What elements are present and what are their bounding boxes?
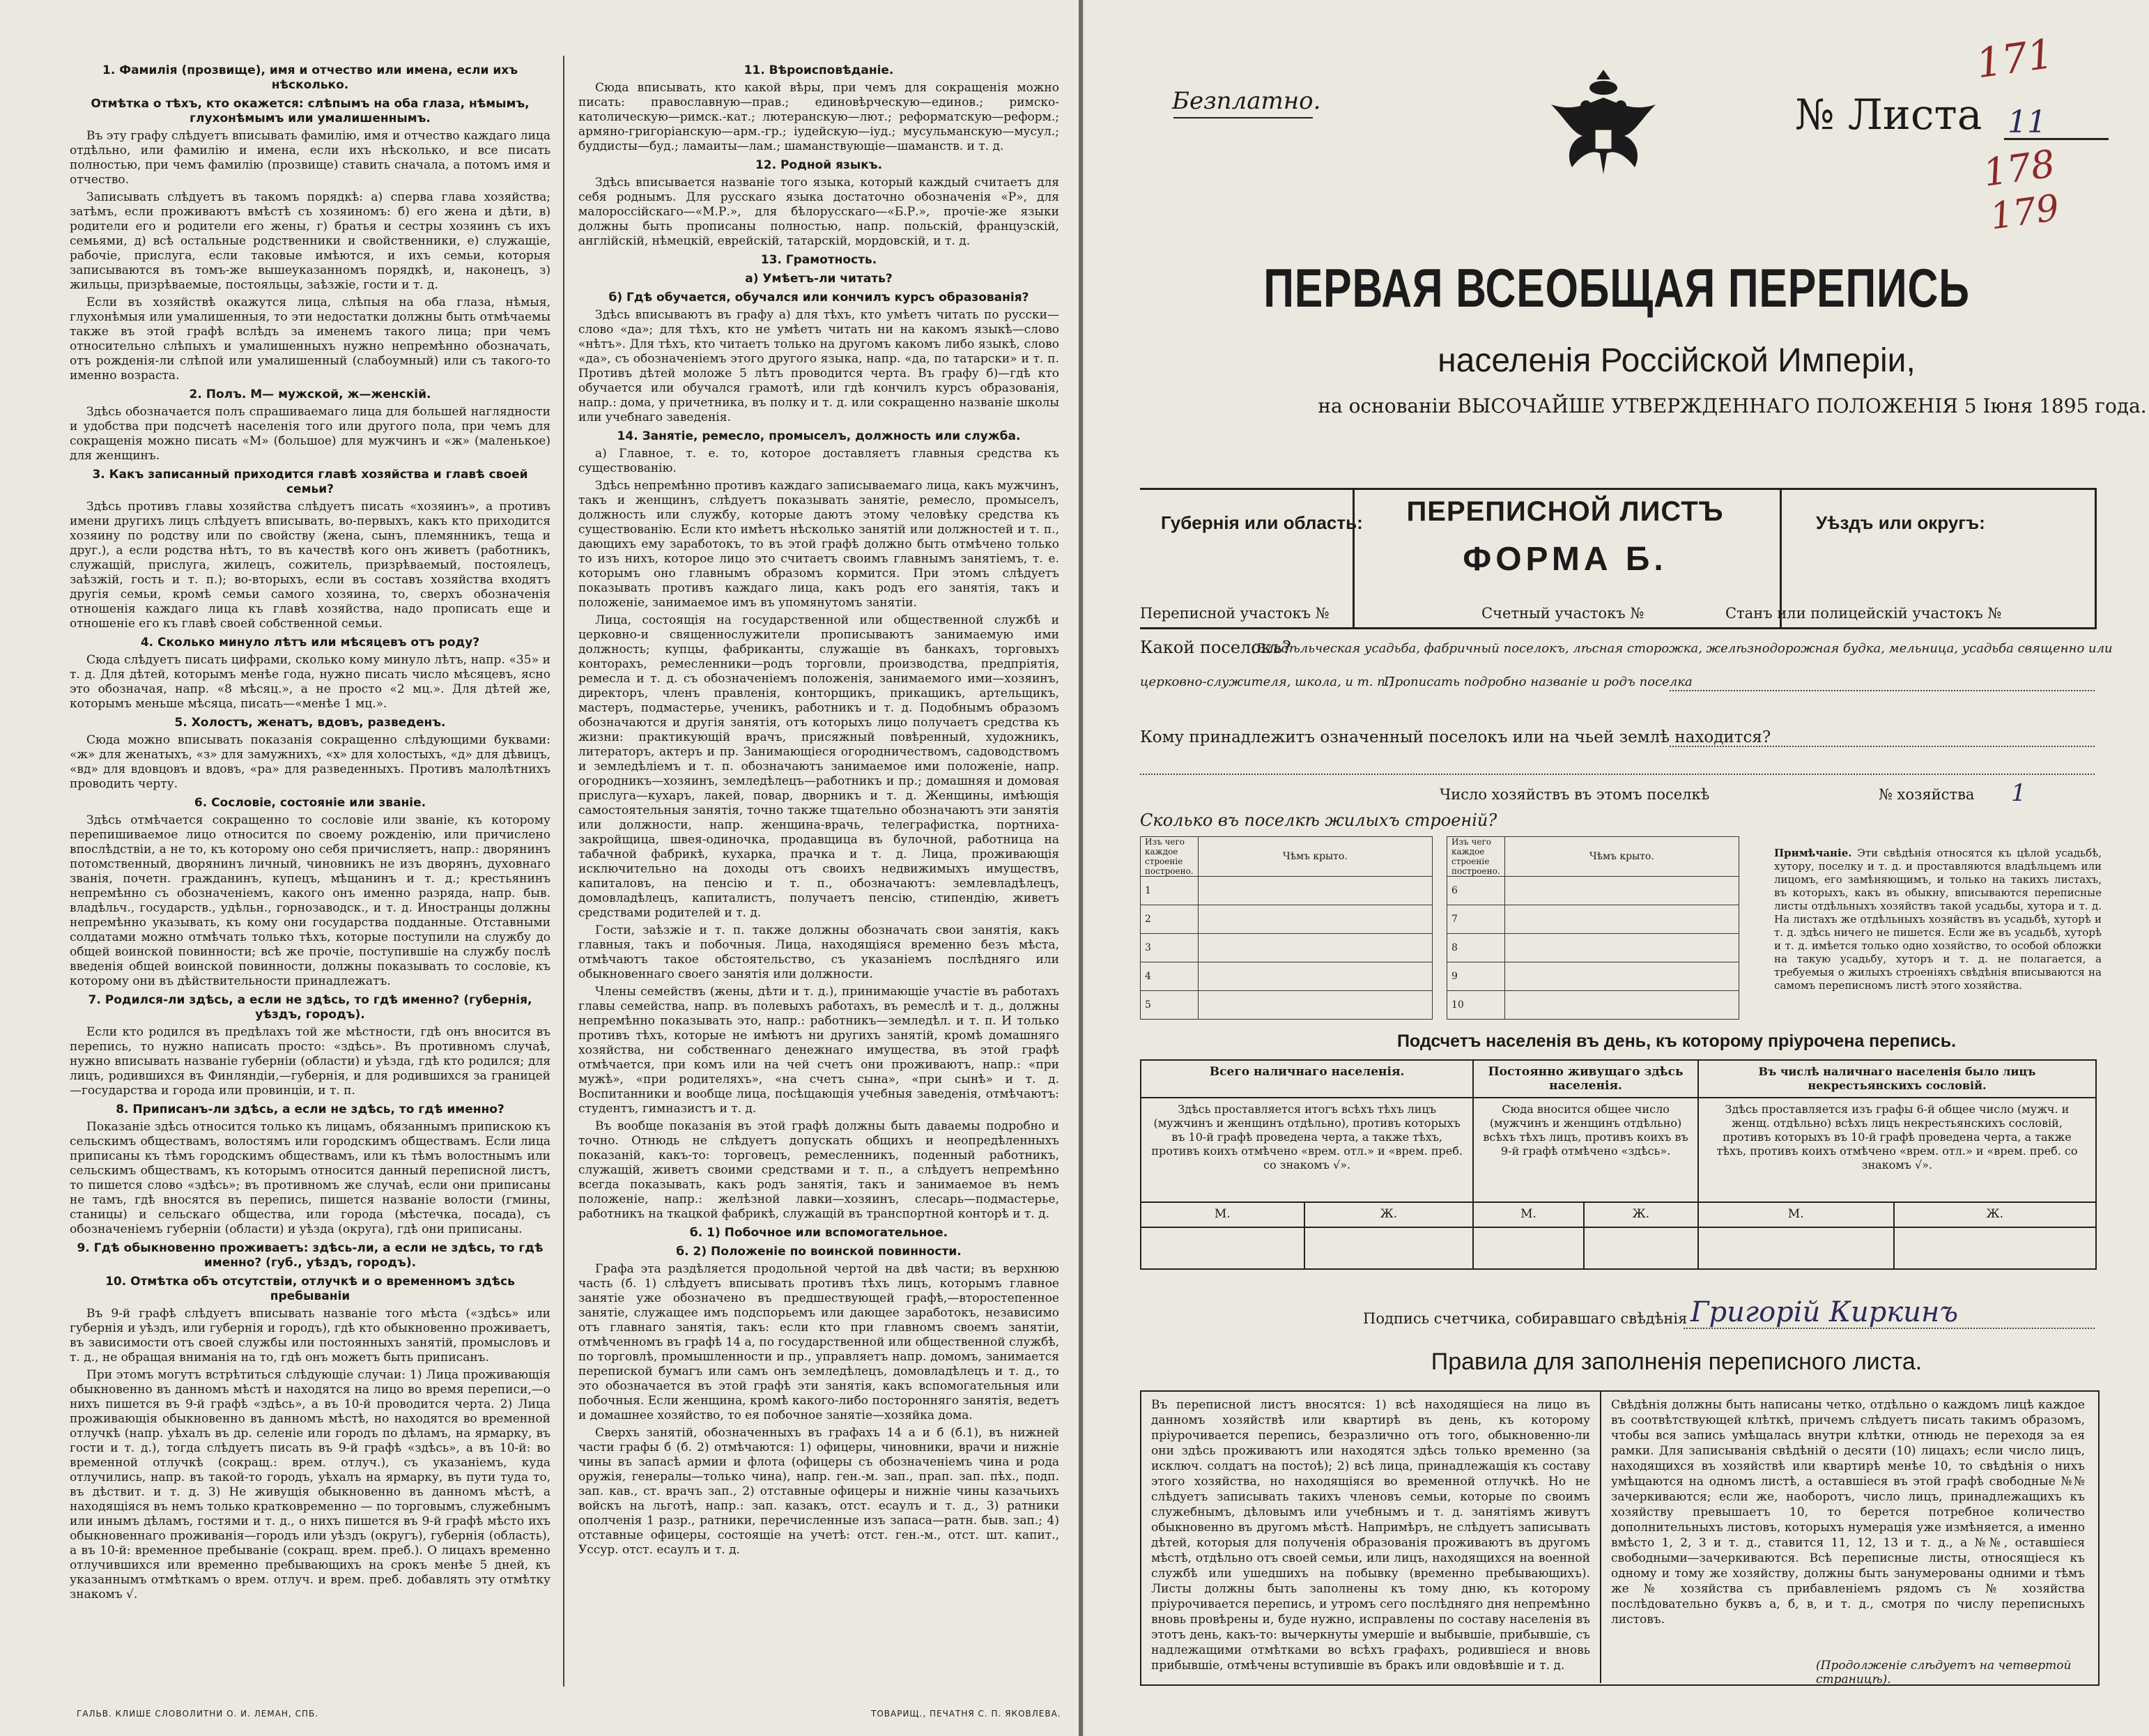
signature-label: Подпись счетчика, собиравшаго свѣдѣнія bbox=[1363, 1310, 1688, 1327]
section-paragraph: Въ вообще показанія въ этой графѣ должны быть даваемы подробно и точно. Отнюдь не слѣдуетъ допускать общихъ и неопредѣленныхъ показаній, какъ-то: торговецъ, ремесленникъ, поденный работникъ, служащій, живетъ своими средствами и т. п., а слѣдуетъ непремѣнно всегда показывать, какъ родъ занятія, такъ и занимаемое въ немъ положеніе, напр.: желѣзной лавки—хозяинъ, слесарь—подмастерье, работникъ на ткацкой фабрикѣ, служащій въ транспортной конторѣ и т. д. bbox=[578, 1119, 1059, 1221]
free-underline bbox=[1173, 117, 1313, 118]
count-heading: Подсчетъ населенія въ день, къ которому пріурочена перепись. bbox=[1396, 1031, 1957, 1051]
archive-number-2: 178 bbox=[1980, 141, 2058, 195]
printer-credit-left: ГАЛЬВ. КЛИШЕ СЛОВОЛИТНИ О. И. ЛЕМАН, СПБ. bbox=[77, 1709, 319, 1719]
bld-row: 1 bbox=[1141, 877, 1199, 905]
section-paragraph: Здѣсь непремѣнно противъ каждаго записываемаго лица, какъ мужчинъ, такъ и женщинъ, слѣдуетъ показывать занятіе, ремесло, промыселъ, должность или службу, которые даютъ этому человѣку средства къ существованію. Если кто имѣетъ нѣсколько занятій или должностей и т. п., дающихъ ему заработокъ, то въ этой графѣ должно быть отмѣчено только то изъ нихъ, которое лицо это считаетъ своимъ главнымъ занятіемъ, т. е. которымъ оно главнымъ образомъ кормится. При этомъ слѣдуетъ показывать противъ каждаго лица, какъ родъ его занятія, такъ и положеніе, занимаемое имъ въ упомянутомъ занятіи. bbox=[578, 479, 1059, 610]
cnt-text-permanent: Сюда вносится общее число (мужчинъ и женщинъ отдѣльно) всѣхъ тѣхъ лицъ, противъ коихъ въ 9-й графѣ отмѣчено «здѣсь». bbox=[1473, 1098, 1698, 1202]
double-headed-eagle-emblem bbox=[1544, 63, 1663, 188]
rules-title: Правила для заполненія переписного листа. bbox=[1431, 1349, 1923, 1375]
cnt-m: М. bbox=[1698, 1202, 1894, 1227]
form-name: ФОРМА Б. bbox=[1463, 541, 1667, 578]
section-paragraph: Въ эту графу слѣдуетъ вписывать фамилію, имя и отчество каждаго лица отдѣльно, или фамилію и имена, если ихъ нѣсколько, и все писать полностью, при чемъ фамилію (прозвище) ставить сначала, а потомъ имя и отчество. bbox=[70, 129, 550, 187]
bld-row: 5 bbox=[1141, 991, 1199, 1020]
section-paragraph: Здѣсь вписываютъ въ графу а) для тѣхъ, кто умѣетъ читать по русски—слово «да»; для тѣхъ, кто не умѣетъ читать ни на какомъ языкѣ—слово «нѣтъ». Для тѣхъ, кто читаетъ только на другомъ какомъ либо языкѣ, слово «да», съ обозначеніемъ этого другого языка, напр. «да, по татарски» и т. п. Противъ дѣтей моложе 5 лѣтъ проводится черта. Въ графу б)—гдѣ кто обучается или обучался грамотѣ, или гдѣ кончилъ курсъ образованія, напр.: дома, у причетника, въ полку и т. д. или сокращенно названіе школы или учебнаго заведенія. bbox=[578, 308, 1059, 424]
cnt-zh: Ж. bbox=[1894, 1202, 2097, 1227]
archive-number-1: 171 bbox=[1973, 29, 2056, 88]
population-count-table bbox=[1140, 1059, 2097, 1270]
bld-row: 9 bbox=[1447, 962, 1505, 991]
section-heading: б. 1) Побочное или вспомогательное. bbox=[689, 1226, 948, 1240]
cnt-head-total: Всего наличнаго населенія. bbox=[1141, 1060, 1473, 1098]
section-heading: 1. Фамилія (прозвище), имя и отчество или имена, если ихъ нѣсколько. bbox=[102, 63, 518, 92]
section-heading: 10. Отмѣтка объ отсутствіи, отлучкѣ и о временномъ здѣсь пребываніи bbox=[105, 1275, 515, 1303]
settlement-question: Какой поселокъ? bbox=[1140, 638, 1291, 657]
section-heading: 11. Вѣроисповѣданіе. bbox=[744, 63, 894, 77]
archive-number-3: 179 bbox=[1987, 187, 2062, 238]
bld-row: 2 bbox=[1141, 905, 1199, 934]
cnt-head-permanent: Постоянно живущаго здѣсь населенія. bbox=[1473, 1060, 1698, 1098]
owner-question: Кому принадлежитъ означенный поселокъ или на чьей землѣ находится? bbox=[1140, 728, 1771, 746]
counting-district-label: Счетный участокъ № bbox=[1481, 605, 1645, 622]
sheet-number-label: № Листа bbox=[1795, 91, 1982, 139]
section-heading: 2. Полъ. М— мужской, ж—женскій. bbox=[189, 387, 431, 401]
section-heading: 3. Какъ записанный приходится главѣ хозяйства и главѣ своей семьи? bbox=[92, 468, 528, 496]
buildings-question: Сколько въ поселкѣ жилыхъ строеній? bbox=[1140, 811, 1497, 830]
section-paragraph: Въ 9-й графѣ слѣдуетъ вписывать названіе того мѣста («здѣсь» или губернія и уѣздъ, или губернія и городъ), гдѣ кто обыкновенно проживаетъ, въ зависимости отъ своей службы или постоянныхъ занятій, промысловъ и т. д., не обращая вниманія на то, гдѣ онъ можетъ быть приписанъ. bbox=[70, 1307, 550, 1365]
settlement-line bbox=[1670, 690, 2095, 691]
section-heading: 8. Приписанъ-ли здѣсь, а если не здѣсь, то гдѣ именно? bbox=[116, 1103, 504, 1116]
bld-row: 3 bbox=[1141, 934, 1199, 962]
section-paragraph: Гости, заѣзжіе и т. п. также должны обозначать свои занятія, какъ главныя, такъ и побочныя. Лица, находящіяся временно безъ мѣста, отмѣчаютъ такое обстоятельство, съ указаніемъ послѣдняго или обыкновеннаго своего занятія или должности. bbox=[578, 923, 1059, 981]
column-divider bbox=[563, 56, 564, 1687]
section-paragraph: Если кто родился въ предѣлахъ той же мѣстности, гдѣ онъ вносится въ перепись, то нужно написать просто: «здѣсь». Въ противномъ случаѣ, нужно вписывать названіе губерніи (области) и уѣзда, гдѣ кто родился; для лицъ, родившихся въ Финляндіи,—губернія, и для родившихся за границей—государства и города или провинціи, и т. п. bbox=[70, 1025, 550, 1098]
section-paragraph: Здѣсь отмѣчается сокращенно то сословіе или званіе, къ которому перепишиваемое лицо относится по своему рожденію, или причислено впослѣдствіи, а не то, къ которому оно себя причисляетъ, напр.: дворянинъ потомственный, дворянинъ личный, чиновникъ не изъ дворянъ, духовнаго званія, почетн. гражданинъ, купецъ, мѣщанинъ и т. д.; крестьянинъ непремѣнно съ обозначеніемъ, какого онъ именно разряда, напр. быв. владѣльч., государств., удѣльн., горнозаводск., и т. д. Иностранцы должны непремѣнно указывать, къ кому они государства подданные. Отставными солдатами можно отмѣчать только тѣхъ, которые поступили на службу до общей воинской повинности; всѣ же прочіе, поступившіе на службу послѣ введенія общей воинской повинности, должны показывать то сословіе, къ которому они въ дѣйствительности принадлежатъ. bbox=[70, 813, 550, 988]
printer-credit-right: ТОВАРИЩ., ПЕЧАТНЯ С. П. ЯКОВЛЕВА. bbox=[871, 1709, 1061, 1719]
households-question: Число хозяйствъ въ этомъ поселкѣ bbox=[1440, 786, 1710, 803]
cnt-text-nonpeasant: Здѣсь проставляется изъ графы 6-й общее число (мужч. и женщ. отдѣльно) всѣхъ лицъ некрестьянскихъ сословій, противъ которыхъ въ 10-й графѣ проведена черта, а также тѣхъ, противъ коихъ отмѣчено «врем. отл.» и «врем. преб. со знакомъ √». bbox=[1698, 1098, 2096, 1202]
section-paragraph: Сверхъ занятій, обозначенныхъ въ графахъ 14 а и б (б.1), въ нижней части графы б (б. 2) отмѣчаются: 1) офицеры, чиновники, врачи и нижніе чины въ запасѣ армии и флота (офицеры съ обозначеніемъ чина и рода оружія, генералы—только чина), напр. ген.-м. зап., прап. зап. пѣх., подп. зап. кав., ст. врачъ зап., 2) отставные офицеры и нижніе чины казачьихъ войскъ на льготѣ, напр.: зап. казакъ, отст. есаулъ и т. д., 3) ратники ополченія 1 разр., ратники, перечисленные изъ запаса—ратн. быв. зап.; 4) отставные офицеры, состоящіе на учетѣ: отст. ген.-м., отст. шт. капит., Уссур. отст. есаулъ и т. д. bbox=[578, 1426, 1059, 1557]
section-paragraph: Сюда можно вписывать показанія сокращенно слѣдующими буквами: «ж» для женатыхъ, «з» для замужнихъ, «х» для холостыхъ, «д» для дѣвицъ, «вд» для вдовцовъ и вдовъ, «ра» для разведенныхъ. Противъ малолѣтнихъ проводить черту. bbox=[70, 733, 550, 791]
household-number-label: № хозяйства bbox=[1879, 786, 1975, 803]
note-title: Примѣчаніе. bbox=[1774, 847, 1852, 859]
section-paragraph: Сюда вписывать, кто какой вѣры, при чемъ для сокращенія можно писать: православную—прав.; единовѣрческую—единов.; римско-католическую—римск.-кат.; лютеранскую—лют.; реформатскую—реформ.; армяно-григоріанскую—арм.-гр.; іудейскую—іуд.; мусульманскую—мусул.; буддисты—буд.; ламаиты—лам.; шаманствующіе—шаманств. и т. д. bbox=[578, 81, 1059, 153]
section-paragraph: Здѣсь противъ главы хозяйства слѣдуетъ писать «хозяинъ», а противъ имени другихъ лицъ слѣдуетъ вписывать, во-первыхъ, какъ кто приходится хозяину по родству или по свойству (жена, сынъ, племянникъ, теща и друг.), а если родства нѣтъ, то въ качествѣ кого онъ живетъ (работникъ, служащій, прислуга, жилецъ, сожитель, призрѣваемый, постоялецъ, заѣзжій, гость и т. п.); во-вторыхъ, если въ составъ хозяйства входятъ другія семьи, кромѣ семьи самого хозяина, то, сверхъ обозначенія отношенія каждаго лица къ главѣ хозяйства, надо прописать еще и отношеніе его къ главѣ своей собственной семьи. bbox=[70, 500, 550, 631]
settlement-hint-2: церковно-служителя, школа, и т. п.) bbox=[1140, 675, 1394, 689]
buildings-table-right bbox=[1447, 836, 1739, 1020]
section-heading: Отмѣтка о тѣхъ, кто окажется: слѣпымъ на оба глаза, нѣмымъ, глухонѣмымъ или умалишеннымъ. bbox=[91, 97, 530, 125]
section-paragraph: Показаніе здѣсь относится только къ лицамъ, обязаннымъ припискою къ сельскимъ обществамъ, волостямъ или городскимъ обществамъ. Если лица приписаны къ тѣмъ городскимъ обществамъ, или къ тѣмъ волостнымъ или сельскимъ обществамъ, къ которымъ относится данный переписной листъ, то пишется слово «здѣсь»; въ противномъ же случаѣ, если они приписаны не тамъ, гдѣ вносятся въ перепись, пишется названіе волости (гмины, станицы) и сельскаго общества, или города (мѣстечка, посада), съ обозначеніемъ губерніи (области) и уѣзда (округа), гдѣ они приписаны. bbox=[70, 1120, 550, 1236]
section-heading: 4. Сколько минуло лѣтъ или мѣсяцевъ отъ роду? bbox=[140, 636, 480, 650]
stan-label: Станъ или полицейскій участокъ № bbox=[1725, 605, 2002, 622]
bld-row: 7 bbox=[1447, 905, 1505, 934]
cnt-zh: Ж. bbox=[1304, 1202, 1474, 1227]
buildings-note bbox=[1774, 847, 2102, 992]
sheet-number-value: 11 bbox=[2008, 105, 2047, 140]
instructions-column-1 bbox=[70, 59, 550, 1690]
rules-divider bbox=[1600, 1390, 1601, 1683]
owner-line-2 bbox=[1140, 774, 2095, 775]
cnt-m: М. bbox=[1141, 1202, 1304, 1227]
cnt-m: М. bbox=[1473, 1202, 1584, 1227]
sheet-number-underline bbox=[2004, 138, 2109, 140]
uezd-label: Уѣздъ или округъ: bbox=[1816, 512, 1985, 533]
section-heading: 12. Родной языкъ. bbox=[755, 158, 883, 172]
bld-row: 10 bbox=[1447, 991, 1505, 1020]
form-subtitle: населенія Россійской Имперіи, bbox=[1438, 342, 1916, 379]
bld-col-material: Изъ чего каждое строеніе построено. bbox=[1447, 837, 1505, 877]
enumerator-signature: Григорій Киркинъ bbox=[1690, 1296, 1959, 1328]
signature-line bbox=[1684, 1328, 2095, 1329]
bld-row: 8 bbox=[1447, 934, 1505, 962]
section-paragraph: Здѣсь обозначается полъ спрашиваемаго лица для большей наглядности и удобства при подсчетѣ населенія того или другого пола, при чемъ для сокращенія можно писать «М» (большое) для мужчинъ и «ж» (маленькое) для женщинъ. bbox=[70, 405, 550, 463]
section-paragraph: Лица, состоящія на государственной или общественной службѣ и церковно-и священнослужители прописываютъ занимаемую ими должность; купцы, фабриканты, служащіе въ банкахъ, торговыхъ конторахъ, ремесленники—родъ торговли, производства, предпріятія, ремесла и т. д. съ обозначеніемъ положенія, занимаемого ими—хозяинъ, директоръ, членъ правленія, конторщикъ, прикащикъ, артельщикъ, мастеръ, подмастерье, ученикъ, работникъ и т. д. Подобнымъ образомъ обозначаются и другія занятія, отъ которыхъ лицо получаетъ средства къ жизни: практикующій врачъ, присяжный повѣренный, художникъ, литераторъ, актеръ и пр. Занимающіеся огородничествомъ, садоводствомъ и земледѣліемъ и т. п. обозначаютъ занимаемое ими положеніе, напр. огородникъ—хозяинъ, земледѣлецъ—работникъ и пр.; домашняя и домовая прислуга—кухаръ, лакей, повар, дворникъ и т. д. Женщины, имѣющія самостоятельныя занятія, точно также тщательно обозначаютъ эти занятія или должности, напр. женщина-врачь, телеграфистка, портниха-закройщица, швея-одиночка, продавщица въ булочной, работница на табачной фабрикѣ, кухарка, прачка и т. д. Лица, проживающія исключительно на доходы отъ своихъ недвижимыхъ имуществъ, капиталовъ, на пенсію и т. п., обозначаютъ: землевладѣлецъ, домовладѣлецъ, капиталистъ, получаетъ пенсію, стипендію, живетъ средствами родителей и т. д. bbox=[578, 613, 1059, 920]
household-number-value: 1 bbox=[2011, 779, 2026, 807]
rules-left-text: Въ переписной листъ вносятся: 1) всѣ находящіеся на лицо въ данномъ хозяйствѣ или квартирѣ въ день, къ которому пріурочивается перепись, безразлично отъ того, обыкновенно-ли они здѣсь проживаютъ или находятся здѣсь только временно (за исключ. солдатъ на постоѣ); 2) всѣ лица, принадлежащія къ составу этого хозяйства, но находящіяся во временной отлучкѣ. Но не слѣдуетъ записывать такихъ членовъ семьи, которые по своимъ служебнымъ, дѣловымъ или учебнымъ и т. д. занятіямъ живутъ обыкновенно въ другомъ мѣстѣ. Напримѣръ, не слѣдуетъ записывать дѣтей, которыя для полученія образованія проживаютъ въ другомъ мѣстѣ, отдѣльно отъ своей семьи, или лицъ, находящихся на военной службѣ или ушедшихъ на побывку (временно пребывающихъ). Листы должны быть заполнены къ тому дню, къ которому пріурочивается перепись, и утромъ сего послѣдняго дня непремѣнно вновь провѣрены и, буде нужно, исправлены по составу населенія въ этотъ день, какъ-то: вычеркнуты умершіе и выбывшіе, прибывшіе, съ надлежащими отмѣтками во всѣхъ графахъ, родившіеся и вновь прибывшіе, отмѣчены вступившіе въ бракъ или овдовѣвшіе и т. д. bbox=[1151, 1398, 1590, 1673]
free-label: Безплатно. bbox=[1172, 87, 1321, 115]
section-heading: 5. Холостъ, женатъ, вдовъ, разведенъ. bbox=[174, 716, 446, 730]
buildings-table-left bbox=[1140, 836, 1433, 1020]
section-paragraph: Записывать слѣдуетъ въ такомъ порядкѣ: а) сперва глава хозяйства; затѣмъ, если проживаютъ вмѣстѣ съ хозяиномъ: б) его жена и дѣти, в) родители его и родители его жены, г) братья и сестры хозяинъ съ ихъ семьями, д) всѣ остальные родственники и свойственники, е) служащіе, рабочіе, прислуга, если таковые имѣются, и ихъ семьи, которыя записываются въ томъ-же вышеуказанномъ порядкѣ, и, наконецъ, з) жильцы, призрѣваемые, постояльцы, заѣзжіе, гости и т. д. bbox=[70, 190, 550, 292]
census-form-page bbox=[1084, 0, 2149, 1736]
section-heading: 7. Родился-ли здѣсь, а если не здѣсь, то гдѣ именно? (губернія, уѣздъ, городъ). bbox=[88, 993, 532, 1022]
section-paragraph: При этомъ могутъ встрѣтиться слѣдующіе случаи: 1) Лица проживающія обыкновенно въ данномъ мѣстѣ и находятся на лицо во время переписи,—о нихъ пишется въ 9-й графѣ «здѣсь», а въ 10-й проводится черта. 2) Лица проживающія обыкновенно въ данномъ мѣстѣ, но находятся во временной отлучкѣ (напр. уѣхалъ въ др. селеніе или городъ по дѣламъ, на ярмарку, въ гости и т. д.), тогда слѣдуетъ писать въ 9-й графѣ «здѣсь», а въ 10-й: во временной отлучкѣ (сокращ.: врем. отлуч.), съ указаніемъ, куда отлучились, напр. въ такой-то городъ, уѣхалъ на ярмарку, въ пути туда то, въ дѣствит. и т. д. 3) Не живущія обыкновенно въ данномъ мѣстѣ, а находящіяся въ немъ только кратковременно — по торговымъ, служебнымъ или инымъ дѣламъ, гостями и т. д., о нихъ пишется въ 9-й графѣ мѣсто ихъ обыкновеннаго проживанія—городъ или уѣздъ (округъ), губернія (область), а въ 10-й: временное пребываніе (сокращ. врем. преб.). О лицахъ временно отлучившихся или временно пребывающихъ на срокъ менѣе 5 дней, къ указаннымъ отмѣткамъ о врем. отлуч. и врем. преб. добавлять эту отмѣтку знакомъ √. bbox=[70, 1368, 550, 1601]
gubernia-label: Губернія или область: bbox=[1161, 512, 1363, 533]
bld-row: 4 bbox=[1141, 962, 1199, 991]
settlement-hint-1: (Владѣльческая усадьба, фабричный поселокъ, лѣсная сторожка, желѣзнодорожная будка, мельница, усадьба священно или bbox=[1251, 641, 2113, 656]
section-paragraph: Здѣсь вписывается названіе того языка, который каждый считаетъ для себя роднымъ. Для русскаго языка достаточно обозначенія «Р», для малороссійскаго—«М.Р.», для бѣлорусскаго—«Б.Р.», прочіе-же языки должны быть прописаны полностью, напр. польскій, французскій, англійскій, нѣмецкій, еврейскій, татарскій, мордовскій, и т. д. bbox=[578, 176, 1059, 248]
cnt-head-nonpeasant: Въ числѣ наличнаго населенія было лицъ некрестьянскихъ сословій. bbox=[1698, 1060, 2096, 1098]
section-heading: 14. Занятіе, ремесло, промыселъ, должность или служба. bbox=[617, 429, 1021, 443]
continuation-note: (Продолженіе слѣдуетъ на четвертой страницѣ). bbox=[1816, 1659, 2072, 1687]
settlement-hint-3: Прописать подробно названіе и родъ поселка bbox=[1384, 675, 1693, 689]
section-heading: 13. Грамотность. bbox=[760, 253, 877, 267]
section-heading: б) Гдѣ обучается, обучался или кончилъ курсъ образованія? bbox=[608, 291, 1029, 305]
section-heading: 6. Сословіе, состояніе или званіе. bbox=[194, 796, 426, 810]
note-text: Эти свѣдѣнія относятся къ цѣлой усадьбѣ, хутору, поселку и т. д. и проставляются владѣльцемъ или лицомъ, его замѣняющимъ, и только на такихъ листахъ, въ которыхъ, какъ въ обыкну, вписываются переписные листы отдѣльныхъ хозяйствъ такой усадьбы, хутора и т. д. На листахъ же отдѣльныхъ хозяйствъ въ усадьбѣ, хуторѣ и т. д. здѣсь ничего не пишется. Если же въ усадьбѣ, хуторѣ и т. д. имѣется только одно хозяйство, то особой обложки на такую усадьбу, хуторъ и т. д. не полагается, а требуемыя о жилыхъ строеніяхъ свѣдѣнія вписываются на самомъ переписномъ листѣ этого хозяйства. bbox=[1774, 847, 2102, 992]
section-heading: 9. Гдѣ обыкновенно проживаетъ: здѣсь-ли, а если не здѣсь, то гдѣ именно? (губ., уѣздъ, городъ). bbox=[77, 1241, 544, 1270]
bld-col-roof: Чѣмъ крыто. bbox=[1504, 837, 1739, 877]
section-paragraph: Если въ хозяйствѣ окажутся лица, слѣпыя на оба глаза, нѣмыя, глухонѣмыя или умалишенныя, то эти недостатки должны быть отмѣчаемы также въ этой графѣ вслѣдъ за именемъ такого лица; при чемъ относительно слѣпыхъ и умалишенныхъ нужно непремѣнно обозначать, отъ рожденія-ли слѣпой или умалишенный (слабоумный) или съ такого-то именно возраста. bbox=[70, 295, 550, 383]
form-title: ПЕРВАЯ ВСЕОБЩАЯ ПЕРЕПИСЬ bbox=[1263, 257, 1970, 318]
rules-right-text: Свѣдѣнія должны быть написаны четко, отдѣльно о каждомъ лицѣ каждое въ соотвѣтствующей клѣткѣ, причемъ слѣдуетъ писать такимъ образомъ, чтобы вся запись умѣщалась внутри клѣтки, отнюдь не переходя за ея рамки. Для записыванія свѣдѣній о десяти (10) лицахъ; если число лицъ, находящихся въ хозяйствѣ или квартирѣ менѣе 10, то свѣдѣнія о нихъ умѣщаются на одномъ листѣ, а оставшіеся въ этой графѣ свободные №№ зачеркиваются; если же, наоборотъ, число лицъ, принадлежащихъ къ хозяйству превышаетъ 10, то берется потребное количество дополнительныхъ листовъ, которыхъ нумерація уже измѣняется, а именно вмѣсто 1, 2, 3 и т. д., ставится 11, 12, 13 и т. д., а №№, оставшіеся свободными—зачеркиваются. Всѣ переписные листы, относящіеся къ одному и тому же хозяйству, должны быть занумерованы одними и тѣмъ же № хозяйства съ прибавленіемъ рядомъ съ № хозяйства послѣдовательно буквъ а, б, в, и т. д., смотря по числу переписныхъ листовъ. bbox=[1611, 1398, 2085, 1627]
section-paragraph: Сюда слѣдуетъ писать цифрами, сколько кому минуло лѣтъ, напр. «35» и т. д. Для дѣтей, которымъ менѣе года, нужно писать число мѣсяцевъ, ясно это обозначая, напр. «8 мѣсяц.», а не просто «2 мц.». Для дѣтей же, которымъ меньше мѣсяца, писать—«менѣе 1 мц.». bbox=[70, 653, 550, 711]
section-heading: б. 2) Положеніе по воинской повинности. bbox=[676, 1245, 962, 1259]
section-paragraph: а) Главное, т. е. то, которое доставляетъ главныя средства къ существованію. bbox=[578, 447, 1059, 475]
bld-col-material: Изъ чего каждое строеніе построено. bbox=[1141, 837, 1199, 877]
cnt-zh: Ж. bbox=[1584, 1202, 1698, 1227]
cnt-text-total: Здѣсь проставляется итогъ всѣхъ тѣхъ лицъ (мужчинъ и женщинъ отдѣльно), противъ которыхъ въ 10-й графѣ проведена черта, а также тѣхъ, противъ коихъ отмѣчено «врем. отл.» и «врем. преб. со знакомъ √». bbox=[1141, 1098, 1473, 1202]
sheet-type: ПЕРЕПИСНОЙ ЛИСТЪ bbox=[1406, 496, 1724, 527]
section-paragraph: Члены семействъ (жены, дѣти и т. д.), принимающіе участіе въ работахъ главы семейства, напр. въ полевыхъ работахъ, въ ремеслѣ и т. д., должны непремѣнно показывать это, напр.: работникъ—земледѣл. и т. п. И только противъ тѣхъ, которые не имѣютъ ни другихъ занятій, кромѣ домашняго хозяйства, ни собственнаго денежнаго имущества, въ этой графѣ отмѣчается, при комъ или на чей счетъ они проживаютъ, напр.: «при мужѣ», «при родителяхъ», «на счетъ сына», «при сынѣ» и т. д. Воспитанники и вообще лица, посѣщающія учебныя заведенія, отмѣчаютъ: студентъ, гимназистъ и т. д. bbox=[578, 985, 1059, 1116]
bld-row: 6 bbox=[1447, 877, 1505, 905]
section-paragraph: Графа эта раздѣляется продольной чертой на двѣ части; въ верхнюю часть (б. 1) слѣдуетъ вписывать противъ тѣхъ лицъ, которымъ главное занятіе уже обозначено въ предшествующей графѣ,—второстепенное занятіе, служащее имъ подспорьемъ или дающее заработокъ, независимо отъ главнаго занятія, такъ: если кто при главномъ своемъ занятіи, отмѣченномъ въ графѣ 14 а, по государственной или общественной службѣ, по торговлѣ, промышленности и пр., управляетъ напр. домомъ, занимается перепиской бумагъ или самъ онъ земледѣлецъ, домовладѣлецъ и т. д., то это обозначается въ этой графѣ эти занятія, какъ вспомогательныя или побочныя. Если женщина, кромѣ какого-либо посторонняго занятія, ведетъ и домашнее хозяйство, то ея побочное занятіе—хозяйка дома. bbox=[578, 1262, 1059, 1422]
bld-col-roof: Чѣмъ крыто. bbox=[1198, 837, 1432, 877]
form-header-bottom-line bbox=[1140, 627, 2097, 629]
instructions-column-2 bbox=[578, 59, 1059, 1690]
owner-line bbox=[1670, 746, 2095, 747]
section-heading: а) Умѣетъ-ли читать? bbox=[745, 272, 893, 286]
census-district-label: Переписной участокъ № bbox=[1140, 605, 1330, 622]
legal-basis: на основаніи ВЫСОЧАЙШЕ УТВЕРЖДЕННАГО ПОЛОЖЕНІЯ 5 Іюня 1895 года. bbox=[1318, 394, 2147, 417]
